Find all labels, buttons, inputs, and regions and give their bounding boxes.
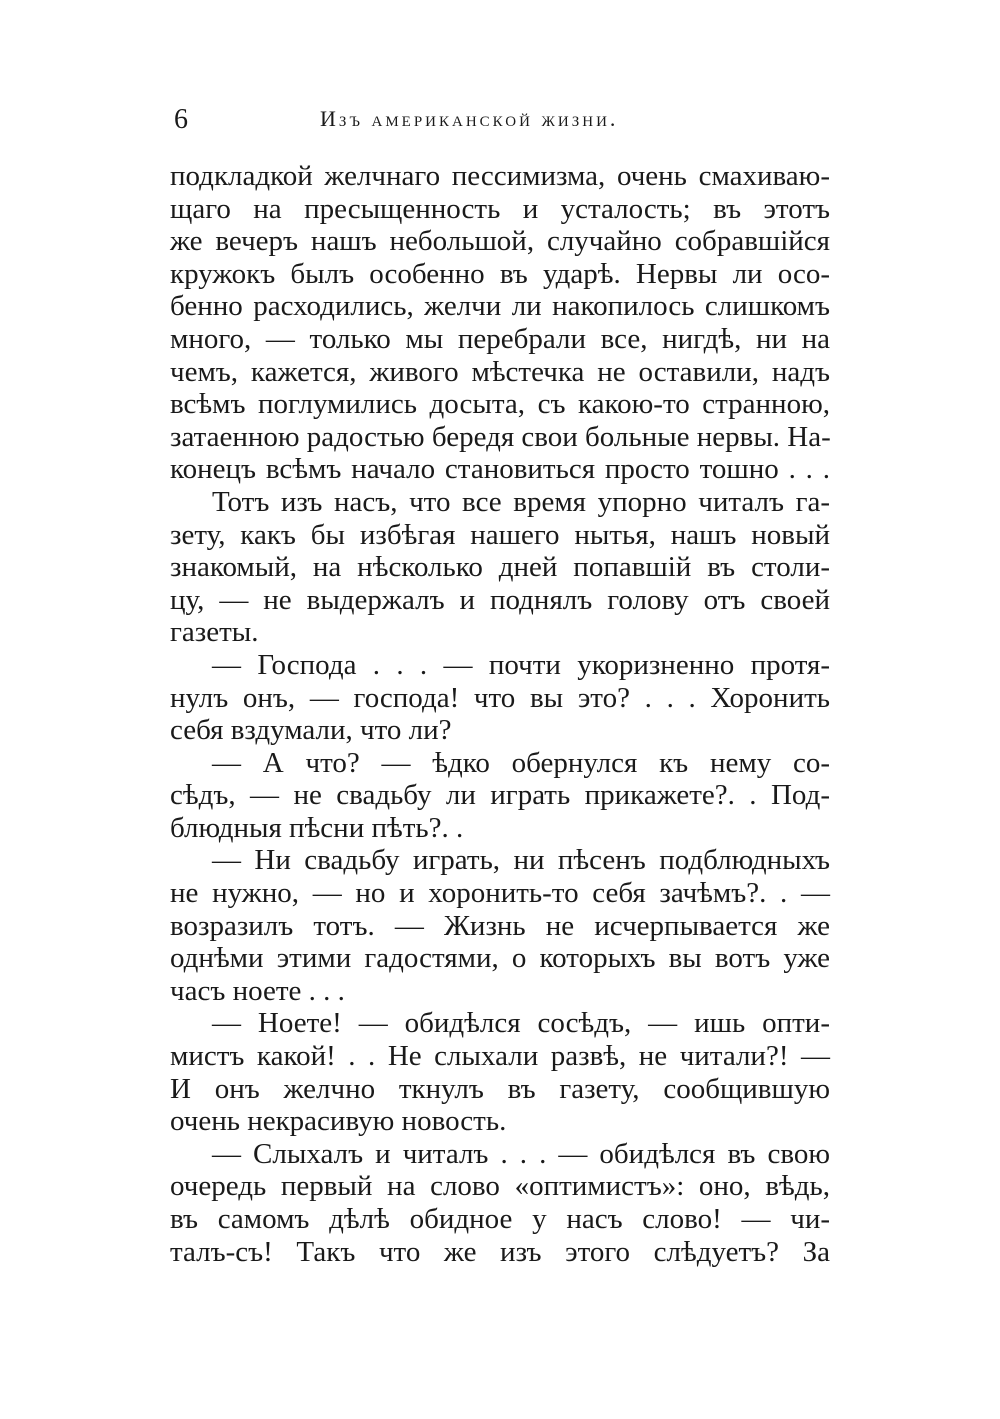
text-line: кружокъ былъ особенно въ ударѣ. Нервы ли осо- [170, 257, 830, 290]
text-line: цу, — не выдержалъ и поднялъ голову отъ своей [170, 583, 830, 616]
running-title: Изъ американской жизни. [320, 106, 619, 131]
text-line: же вечеръ нашъ небольшой, случайно собравшійся [170, 225, 830, 258]
text-line: — Ноете! — обидѣлся сосѣдъ, — ишь опти- [212, 1007, 830, 1040]
text-line: очередь первый на слово «оптимистъ»: оно, вѣдь, [170, 1170, 830, 1203]
text-line: всѣмъ поглумились досыта, съ какою-то странною, [170, 388, 830, 421]
text-line: нулъ онъ, — господа! что вы это? . . . Хоронить [170, 681, 830, 714]
text-line: сѣдъ, — не свадьбу ли играть прикажете?. . Под- [170, 779, 830, 812]
body-text [170, 160, 830, 1268]
text-line: однѣми этими гадостями, о которыхъ вы вотъ уже [170, 942, 830, 975]
text-line: подкладкой желчнаго пессимизма, очень смахиваю- [170, 160, 830, 192]
text-line: не нужно, — но и хоронить-то себя зачѣмъ?. . — [170, 877, 830, 910]
text-line: часъ ноете . . . [170, 974, 345, 1007]
text-line: знакомый, на нѣсколько дней попавшій въ столи- [170, 551, 830, 584]
text-line: много, — только мы перебрали все, нигдѣ, ни на [170, 322, 830, 355]
text-line: мистъ какой! . . Не слыхали развѣ, не читали?! — [170, 1040, 830, 1073]
text-line: И онъ желчно ткнулъ въ газету, сообщившую [170, 1072, 830, 1105]
page-number: 6 [174, 104, 189, 135]
text-line: чемъ, кажется, живого мѣстечка не оставили, надъ [170, 355, 830, 388]
text-line: очень некрасивую новость. [170, 1105, 507, 1138]
text-line: — А что? — ѣдко обернулся къ нему со- [212, 746, 830, 779]
text-line: блюдныя пѣсни пѣть?. . [170, 811, 464, 844]
text-line: щаго на пресыщенность и усталость; въ этотъ [170, 192, 830, 225]
text-line: зету, какъ бы избѣгая нашего нытья, нашъ новый [170, 518, 830, 551]
text-line: — Ни свадьбу играть, ни пѣсенъ подблюдныхъ [212, 844, 830, 877]
text-line: возразилъ тотъ. — Жизнь не исчерпывается же [170, 909, 830, 942]
text-line: талъ-съ! Такъ что же изъ этого слѣдуетъ? За [170, 1235, 830, 1268]
text-line: конецъ всѣмъ начало становиться просто тошно . . . [170, 453, 830, 486]
text-line: бенно расходились, желчи ли накопилось слишкомъ [170, 290, 830, 323]
text-line: себя вздумали, что ли? [170, 714, 452, 747]
text-line: — Слыхалъ и читалъ . . . — обидѣлся въ свою [212, 1137, 830, 1170]
text-line: затаенною радостью бередя свои больные нервы. На- [170, 420, 831, 453]
text-line: газеты. [170, 616, 259, 649]
text-line: Тотъ изъ насъ, что все время упорно читалъ га- [212, 485, 830, 518]
text-line: — Господа . . . — почти укоризненно протя- [212, 648, 830, 681]
text-line: въ самомъ дѣлѣ обидное у насъ слово! — чи- [170, 1203, 830, 1235]
